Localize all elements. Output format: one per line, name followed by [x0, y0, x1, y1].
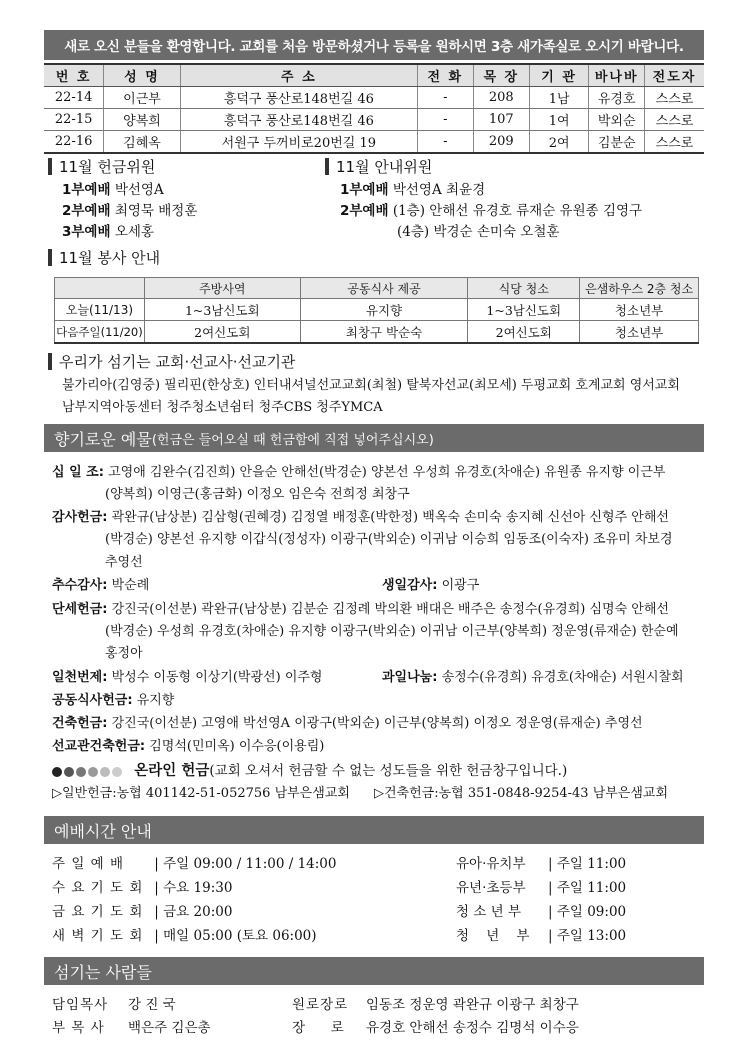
- offerings-header: [44, 424, 704, 452]
- cell: 유지향: [300, 299, 468, 321]
- offerings-title: 향기로운 예물: [54, 429, 152, 449]
- header-group: 목 장: [473, 64, 529, 87]
- section-title-text: 11월 봉사 안내: [59, 249, 161, 267]
- row-label: 2부예배: [62, 203, 111, 219]
- tithe-names: 고영애 김완수(김진희) 안을순 안해선(박경순) 양본선 우성희 유경호(차애순) 유원종 유지향 이근부: [108, 465, 666, 480]
- worship-time: 주일 13:00: [556, 928, 627, 944]
- harvest-line: [52, 574, 149, 593]
- missions-title: [48, 351, 295, 372]
- row-label: 3부예배: [62, 224, 111, 240]
- cell: 양복희: [104, 109, 180, 131]
- worship-title: 예배시간 안내: [54, 821, 152, 841]
- role: 부 목 사: [52, 1020, 105, 1036]
- worship-time: 수요 19:30: [163, 880, 233, 896]
- cell: -: [417, 87, 473, 109]
- table-row: [44, 109, 704, 131]
- cell: 208: [473, 87, 529, 109]
- dozen-line: [52, 598, 669, 617]
- fruit-line: [382, 666, 684, 685]
- worship-time: 주일 09:00: [556, 904, 627, 920]
- mission-building-label: 선교관건축헌금:: [52, 739, 146, 754]
- role: 장 로: [292, 1020, 344, 1036]
- cell: 흥덕구 풍산로148번길 46: [180, 109, 417, 131]
- meal-label: 공동식사헌금:: [52, 693, 133, 708]
- cell: 서원구 두꺼비로20번길 19: [180, 131, 417, 154]
- account-general: ▷일반헌금:농협 401142-51-052756 남부은샘교회: [52, 786, 350, 801]
- section-bar: [48, 158, 52, 175]
- cell: 2여: [529, 131, 588, 154]
- cell: 다음주일(11/20): [55, 321, 145, 344]
- cell: 209: [473, 131, 529, 154]
- table-row: [44, 87, 704, 109]
- row-names: (1층) 안해선 유경호 류재순 유원종 김영구: [392, 203, 643, 219]
- section-title-text: 우리가 섬기는 교회·선교사·선교기관: [59, 353, 296, 371]
- worship-row: 유아·유치부 | 주일 11:00: [456, 852, 626, 872]
- tithe-line: [52, 461, 665, 480]
- worship-time: 주일 09:00 / 11:00 / 14:00: [163, 856, 337, 872]
- names: 강 진 국: [128, 997, 176, 1013]
- cell: 청소년부: [580, 299, 699, 321]
- cell: 2여신도회: [144, 321, 300, 344]
- cell: 스스로: [645, 87, 704, 109]
- building-label: 건축헌금:: [52, 716, 108, 731]
- first-line: [52, 666, 323, 685]
- birthday-label: 생일감사:: [382, 578, 438, 593]
- section-bar: [325, 158, 329, 175]
- cell: -: [417, 109, 473, 131]
- worship-name: 주 일 예 배: [52, 856, 125, 872]
- worship-time: 주일 11:00: [556, 856, 627, 872]
- header-cleaning: 식당 청소: [468, 278, 580, 299]
- header-number: 번 호: [44, 64, 104, 87]
- cell: 스스로: [645, 109, 704, 131]
- worship-row: 새 벽 기 도 회 | 매일 05:00 (토요 06:00): [52, 924, 317, 944]
- section-bar: [48, 249, 52, 266]
- row-label: 1부예배: [340, 182, 389, 198]
- servants-title: 섬기는 사람들: [54, 962, 152, 982]
- guide-row: [397, 220, 559, 240]
- header-house-cleaning: 은샘하우스 2층 청소: [580, 278, 699, 299]
- worship-time: 주일 11:00: [556, 880, 627, 896]
- cell: 이근부: [104, 87, 180, 109]
- servant-row: [292, 1016, 579, 1036]
- worship-name: 유아·유치부: [456, 856, 526, 872]
- cell: 박외순: [589, 109, 645, 131]
- worship-row: 금 요 기 도 회 | 금요 20:00: [52, 900, 232, 920]
- worship-row: 주 일 예 배 | 주일 09:00 / 11:00 / 14:00: [52, 852, 337, 872]
- tithe-names-cont: (양복희) 이영근(홍금화) 이정오 임은숙 전희정 최창구: [105, 487, 410, 502]
- names: 유경호 안해선 송정수 김명석 이수응: [366, 1020, 579, 1036]
- first-label: 일천번제:: [52, 670, 108, 685]
- role: 원로장로: [292, 997, 349, 1013]
- harvest-names: 박순례: [111, 578, 150, 593]
- missions-line: 남부지역아동센터 청주청소년쉼터 청주CBS 청주YMCA: [62, 400, 383, 415]
- missions-line: 불가리아(김영중) 필리핀(한상호) 인터내셔널선교교회(최철) 탈북자선교(최모세) 두평교회 호계교회 영서교회: [62, 378, 680, 393]
- table-row: [55, 299, 699, 321]
- guide-row: [340, 178, 485, 198]
- dots-icon: [52, 763, 124, 779]
- cell: 1여: [529, 109, 588, 131]
- cell: 스스로: [645, 131, 704, 154]
- header-barnabas: 바나바: [589, 64, 645, 87]
- guide-committee-title: [325, 156, 432, 177]
- thanks-line: [52, 506, 669, 525]
- offerings-subtitle: (헌금은 들어오실 때 헌금함에 직접 넣어주십시오): [151, 432, 434, 448]
- names: 임동조 정운영 곽완규 이광구 최창구: [366, 997, 579, 1013]
- dozen-names-cont: (박경순) 우성희 유경호(차애순) 유지향 이광구(박외순) 이귀남 이근부(양복희) 정운영(류재순) 한순예: [105, 624, 679, 639]
- servant-row: [52, 1016, 211, 1036]
- offering-committee-title: [48, 156, 155, 177]
- cell: 1~3남신도회: [468, 299, 580, 321]
- row-label: 1부예배: [62, 182, 111, 198]
- row-names: (4층) 박경순 손미숙 오철훈: [397, 224, 560, 240]
- header-name: 성 명: [104, 64, 180, 87]
- worship-name: 금 요 기 도 회: [52, 904, 144, 920]
- cell: 최창구 박순숙: [300, 321, 468, 344]
- table-header-row: [44, 64, 704, 87]
- worship-time: 금요 20:00: [163, 904, 233, 920]
- cell: 청소년부: [580, 321, 699, 344]
- building-names: 강진국(이선분) 고영애 박선영A 이광구(박외순) 이근부(양복희) 이정오 정운영(류재순) 추영선: [111, 716, 643, 731]
- table-row: [55, 321, 699, 344]
- worship-name: 새 벽 기 도 회: [52, 928, 144, 944]
- meal-names: 유지향: [136, 693, 175, 708]
- tithe-label: 십 일 조:: [52, 465, 104, 480]
- thanks-names-cont: 추영선: [105, 555, 143, 570]
- mission-building-line: [52, 735, 324, 754]
- thanks-names-cont: (박경순) 양본선 유지향 이갑식(정성자) 이광구(박외순) 이귀남 이승희 임동조(이숙자) 조유미 차보경: [105, 532, 673, 547]
- cell: 1남: [529, 87, 588, 109]
- birthday-names: 이광구: [441, 578, 480, 593]
- fruit-label: 과일나눔:: [382, 670, 438, 685]
- harvest-label: 추수감사:: [52, 578, 108, 593]
- newcomers-table: [44, 63, 704, 154]
- worship-header: [44, 816, 704, 844]
- dozen-names: 강진국(이선분) 곽완규(남상분) 김분순 김정례 박의환 배대은 배주은 송정수(유경희) 심명숙 안해선: [111, 602, 669, 617]
- mission-building-names: 김명석(민미옥) 이수응(이용림): [149, 739, 325, 754]
- row-label: 2부예배: [340, 203, 389, 219]
- servant-row: [292, 993, 579, 1013]
- dozen-label: 단세헌금:: [52, 602, 108, 617]
- offering-row: [62, 220, 154, 240]
- row-names: 오세홍: [114, 224, 154, 240]
- online-offering-line: [52, 759, 567, 780]
- worship-row: 수 요 기 도 회 | 수요 19:30: [52, 876, 232, 896]
- cell: 김혜옥: [104, 131, 180, 154]
- dozen-names-cont: 홍정아: [105, 646, 143, 661]
- header-dept: 기 관: [529, 64, 588, 87]
- cell: 1~3남신도회: [144, 299, 300, 321]
- worship-name: 청 년 부: [456, 928, 530, 944]
- section-bar: [48, 353, 52, 370]
- guide-row: [340, 199, 642, 219]
- building-line: [52, 712, 643, 731]
- offering-row: [62, 178, 164, 198]
- service-title: [48, 247, 160, 268]
- worship-row: 청 년 부 | 주일 13:00: [456, 924, 626, 944]
- cell: 유경호: [589, 87, 645, 109]
- cell: 오늘(11/13): [55, 299, 145, 321]
- cell: 22-16: [44, 131, 104, 154]
- table-header-row: [55, 278, 699, 299]
- servants-header: [44, 957, 704, 985]
- row-names: 박선영A: [114, 182, 164, 198]
- thanks-names: 곽완규(남상분) 김삼형(권혜경) 김정열 배정훈(박한정) 백옥숙 손미숙 송지혜 신선아 신형주 안해선: [111, 510, 669, 525]
- online-desc: (교회 오셔서 헌금할 수 없는 성도들을 위한 헌금창구입니다.): [209, 763, 568, 779]
- names: 백은주 김은총: [128, 1020, 211, 1036]
- birthday-line: [382, 574, 479, 593]
- cell: 김분순: [589, 131, 645, 154]
- role: 담임목사: [52, 997, 109, 1013]
- header-empty: [55, 278, 145, 299]
- table-row: [44, 131, 704, 154]
- thanks-label: 감사헌금:: [52, 510, 108, 525]
- service-table: [54, 277, 699, 344]
- worship-row: 청 소 년 부 | 주일 09:00: [456, 900, 626, 920]
- worship-row: 유년·초등부 | 주일 11:00: [456, 876, 626, 896]
- header-evangelist: 전도자: [645, 64, 704, 87]
- row-names: 박선영A 최윤경: [392, 182, 486, 198]
- cell: 흥덕구 풍산로148번길 46: [180, 87, 417, 109]
- meal-line: [52, 689, 174, 708]
- cell: 22-14: [44, 87, 104, 109]
- header-kitchen: 주방사역: [144, 278, 300, 299]
- cell: -: [417, 131, 473, 154]
- cell: 22-15: [44, 109, 104, 131]
- header-meal: 공동식사 제공: [300, 278, 468, 299]
- worship-name: 수 요 기 도 회: [52, 880, 144, 896]
- section-title-text: 11월 헌금위원: [59, 158, 156, 176]
- cell: 107: [473, 109, 529, 131]
- worship-name: 유년·초등부: [456, 880, 526, 896]
- account-building: ▷건축헌금:농협 351-0848-9254-43 남부은샘교회: [374, 786, 669, 801]
- row-names: 최영묵 배정훈: [114, 203, 198, 219]
- header-phone: 전 화: [417, 64, 473, 87]
- section-title-text: 11월 안내위원: [336, 158, 433, 176]
- servant-row: [52, 993, 176, 1013]
- online-title: 온라인 헌금: [134, 763, 210, 779]
- first-names: 박성수 이동형 이상기(박광선) 이주형: [111, 670, 323, 685]
- welcome-banner: 새로 오신 분들을 환영합니다. 교회를 처음 방문하셨거나 등록을 원하시면 3층 새가족실로 오시기 바랍니다.: [44, 30, 704, 60]
- worship-time: 매일 05:00 (토요 06:00): [163, 928, 317, 944]
- offering-row: [62, 199, 197, 219]
- cell: 2여신도회: [468, 321, 580, 344]
- worship-name: 청 소 년 부: [456, 904, 522, 920]
- fruit-names: 송정수(유경희) 유경호(차애순) 서원시찰회: [441, 670, 684, 685]
- header-address: 주 소: [180, 64, 417, 87]
